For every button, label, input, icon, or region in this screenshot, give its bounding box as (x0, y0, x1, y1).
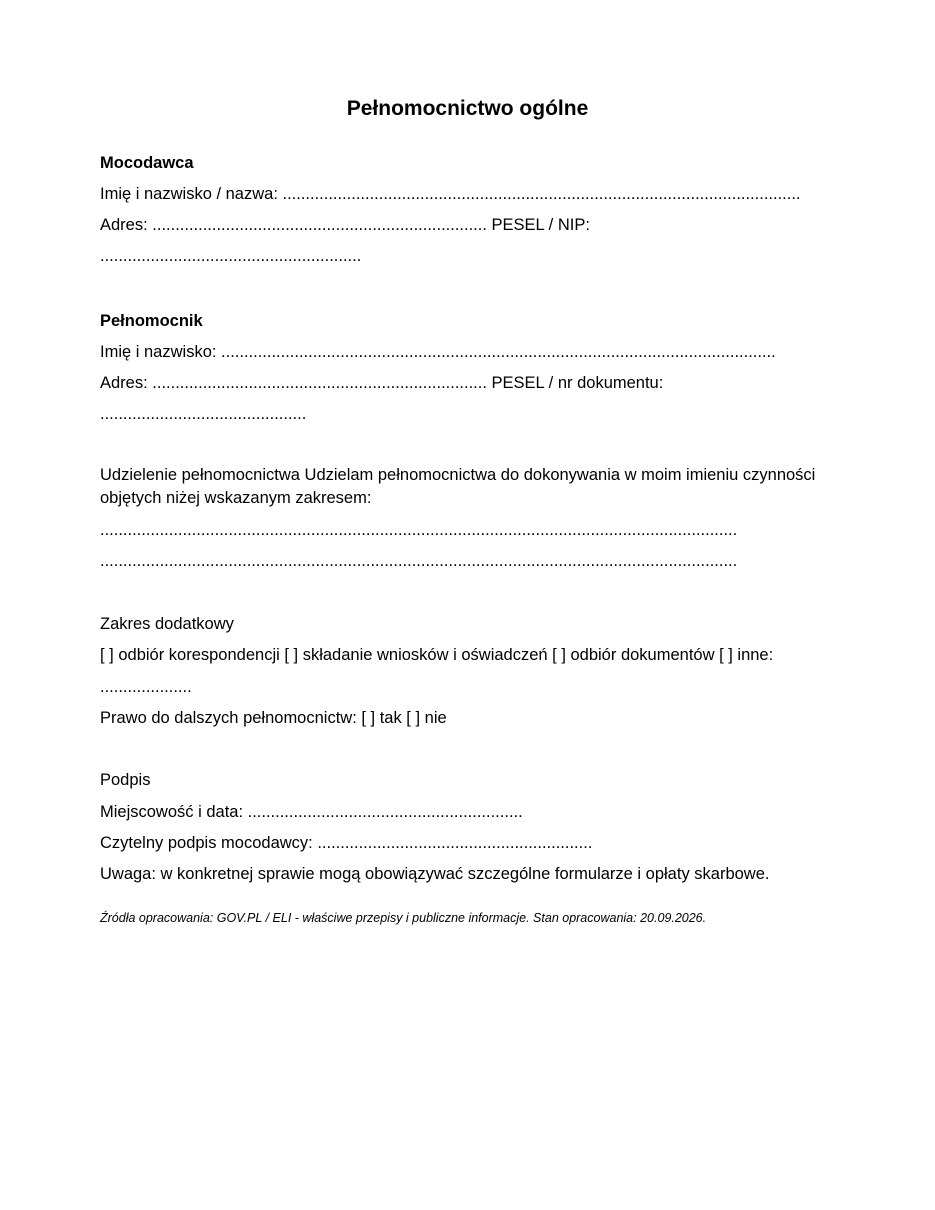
mocodawca-heading: Mocodawca (100, 154, 194, 172)
zakres-other-field: .................... (100, 678, 192, 696)
podpis-heading: Podpis (100, 771, 151, 789)
mocodawca-id-field: ......................................................... (100, 247, 362, 265)
sources-footnote: Źródła opracowania: GOV.PL / ELI - właściwe przepisy i publiczne informacje. Stan opracowania: 20.09.2026. (100, 911, 707, 925)
zakres-line-2: ........................................................................................................................................... (100, 552, 738, 570)
zakres-options-line: [ ] odbiór korespondencji [ ] składanie wniosków i oświadczeń [ ] odbiór dokumentów [ ] inne: (100, 646, 774, 664)
mocodawca-name-field: Imię i nazwisko / nazwa: ................................................................................................................. (100, 185, 801, 203)
uwaga-note: Uwaga: w konkretnej sprawie mogą obowiązywać szczególne formularze i opłaty skarbowe. (100, 865, 770, 883)
dalsze-pelnomocnictwa-line: Prawo do dalszych pełnomocnictw: [ ] tak [ ] nie (100, 709, 447, 727)
zakres-dodatkowy-heading: Zakres dodatkowy (100, 615, 234, 633)
udzielenie-paragraph: Udzielenie pełnomocnictwa Udzielam pełnomocnictwa do dokonywania w moim imieniu czynności objętych niżej wskazanym zakresem: (100, 466, 816, 507)
zakres-line-1: ........................................................................................................................................... (100, 521, 738, 539)
place-date-field: Miejscowość i data: ............................................................ (100, 803, 523, 821)
mocodawca-address-field: Adres: ......................................................................... PESEL / NIP: (100, 216, 590, 234)
document-title: Pełnomocnictwo ogólne (346, 97, 589, 120)
signature-field: Czytelny podpis mocodawcy: ............................................................ (100, 834, 593, 852)
pelnomocnik-name-field: Imię i nazwisko: ......................................................................................................................... (100, 343, 776, 361)
pelnomocnik-heading: Pełnomocnik (100, 312, 203, 330)
pelnomocnik-id-field: ............................................. (100, 405, 307, 423)
pelnomocnik-address-field: Adres: ......................................................................... PESEL / nr dokumentu: (100, 374, 664, 392)
